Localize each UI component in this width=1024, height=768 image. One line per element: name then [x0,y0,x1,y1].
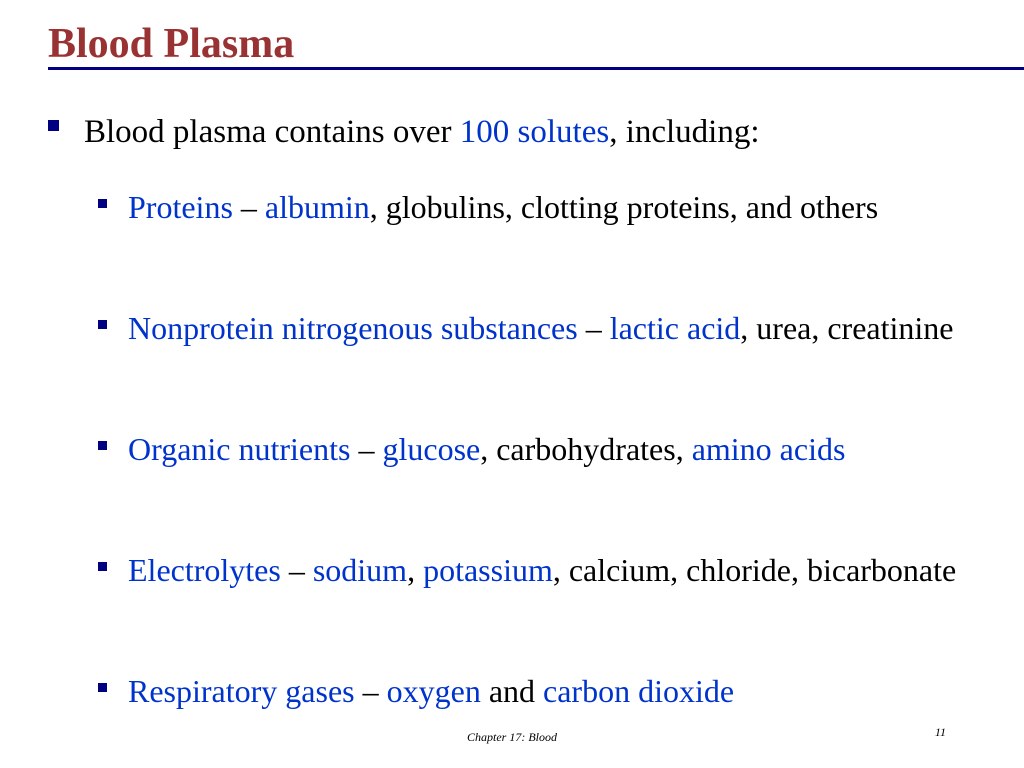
sub-bullet-text [128,307,998,350]
highlight-term-2: amino acids [691,431,846,467]
highlight-term-2: potassium [423,552,553,588]
main-bullet-part2: , including: [609,114,760,150]
category-label: Respiratory gases [128,673,355,709]
highlight-term: sodium [312,552,408,588]
category-label: Organic nutrients [128,431,351,467]
square-bullet-icon [98,441,107,450]
square-bullet-icon [98,683,107,692]
highlight-term: albumin [264,189,370,225]
dash: – [350,431,383,467]
slide-title: Blood Plasma [48,21,295,67]
plain-text: , globulins, clotting proteins, and others [369,189,879,225]
square-bullet-icon [98,320,107,329]
square-bullet-icon [98,562,107,571]
separator: , [407,552,424,588]
sub-bullet-text [128,428,998,471]
sub-bullet-text [128,549,998,592]
plain-text: , carbohydrates, [480,431,692,467]
plain-text: , calcium, chloride, bicarbonate [552,552,957,588]
category-label: Proteins [128,189,233,225]
dash: – [232,189,265,225]
plain-text: and [480,673,544,709]
dash: – [577,310,610,346]
category-label: Nonprotein nitrogenous substances [128,310,578,346]
highlight-term: glucose [382,431,481,467]
highlight-term-2: carbon dioxide [543,673,735,709]
dash: – [354,673,387,709]
plain-text: , urea, creatinine [740,310,954,346]
category-label: Electrolytes [128,552,281,588]
highlight-term: oxygen [386,673,481,709]
highlight-term: lactic acid [609,310,741,346]
main-bullet-highlight: 100 solutes [459,114,610,150]
slide-footer: Chapter 17: Blood [467,730,557,744]
sub-bullet-text [128,186,998,229]
sub-bullet-text [128,670,998,713]
square-bullet-icon [98,199,107,208]
dash: – [280,552,313,588]
main-bullet-part1: Blood plasma contains over [84,114,460,150]
page-number: 11 [934,725,946,739]
